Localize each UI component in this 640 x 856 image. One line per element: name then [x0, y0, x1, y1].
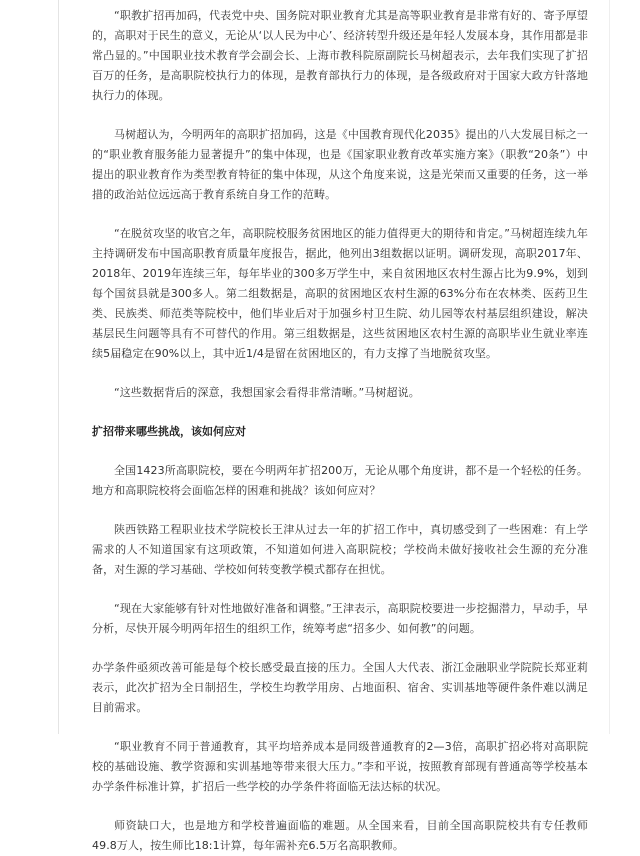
article-paragraph-4: “这些数据背后的深意，我想国家会看得非常清晰。”马树超说。 [114, 386, 420, 399]
article-paragraph-1: “职教扩招再加码，代表党中央、国务院对职业教育尤其是高等职业教育是非常有好的、寄予厚望的，高职对于民生的意义，无论从‘以人民为中心’、经济转型升级还是年轻人发展本身，其作用都是非常凸显的。”中国职业技术教育学会副会长、上海市教科院原副院长马树超表示，去年我们实现了扩招百万的任务，是高职院校执行力的体现，是教育部执行力的体现，是各级政府对于国家大政方针落地执行力的体现。 [92, 9, 588, 102]
article-paragraph-2: 马树超认为，今明两年的高职扩招加码，这是《中国教育现代化2035》提出的八大发展目标之一的“职业教育服务能力显著提升”的集中体现，也是《国家职业教育改革实施方案》（职教“20条”）中提出的职业教育作为类型教育特征的集中体现，从这个角度来说，这是光荣而又重要的任务，这一举措的政治站位远远高于教育系统自身工作的范畴。 [92, 128, 588, 201]
article-paragraph-7: “现在大家能够有针对性地做好准备和调整。”王津表示，高职院校要进一步挖掘潜力，早动手，早分析，尽快开展今明两年招生的组织工作，统筹考虑“招多少、如何教”的问题。 [92, 602, 588, 635]
article-paragraph-6: 陕西铁路工程职业技术学院校长王津从过去一年的扩招工作中，真切感受到了一些困难：有上学需求的人不知道国家有这项政策，不知道如何进入高职院校；学校尚未做好接收社会生源的充分准备，对生源的学习基础、学校如何转变教学模式都存在担忧。 [92, 523, 588, 576]
article-paragraph-8: 办学条件亟须改善可能是每个校长感受最直接的压力。全国人大代表、浙江金融职业学院院长郑亚莉表示，此次扩招为全日制招生，学校生均教学用房、占地面积、宿舍、实训基地等硬件条件难以满足目前需求。 [92, 661, 588, 714]
article-paragraph-9: “职业教育不同于普通教育，其平均培养成本是同级普通教育的2—3倍，高职扩招必将对高职院校的基础设施、教学资源和实训基地等带来很大压力。”李和平说，按照教育部现有普通高等学校基本办学条件标准计算，扩招后一些学校的办学条件将面临无法达标的状况。 [92, 740, 588, 793]
article-paragraph-5: 全国1423所高职院校，要在今明两年扩招200万，无论从哪个角度讲，都不是一个轻松的任务。地方和高职院校将会面临怎样的困难和挑战？该如何应对？ [92, 464, 588, 497]
section-heading: 扩招带来哪些挑战，该如何应对 [92, 425, 246, 438]
article-paragraph-3: “在脱贫攻坚的收官之年，高职院校服务贫困地区的能力值得更大的期待和肯定。”马树超连续九年主持调研发布中国高职教育质量年度报告，据此，他列出3组数据以证明。调研发现，高职2017年、2018年、2019年连续三年，每年毕业的300多万学生中，来自贫困地区农村生源占比为9.9%，划到每个国贫县就是300多人。第二组数据是，高职的贫困地区农村生源的63%分布在农林类、医药卫生类、民族类、师范类等院校中，他们毕业后对于加强乡村卫生院、幼儿园等农村基层组织建设，解决基层民生问题等具有不可替代的作用。第三组数据是，这些贫困地区农村生源的高职毕业生就业率连续5届稳定在90%以上，其中近1/4是留在贫困地区的，有力支撑了当地脱贫攻坚。 [92, 227, 588, 360]
article-paragraph-10: 师资缺口大，也是地方和学校普遍面临的难题。从全国来看，目前全国高职院校共有专任教师49.8万人，按生师比18:1计算，每年需补充6.5万名高职教师。 [92, 819, 588, 852]
